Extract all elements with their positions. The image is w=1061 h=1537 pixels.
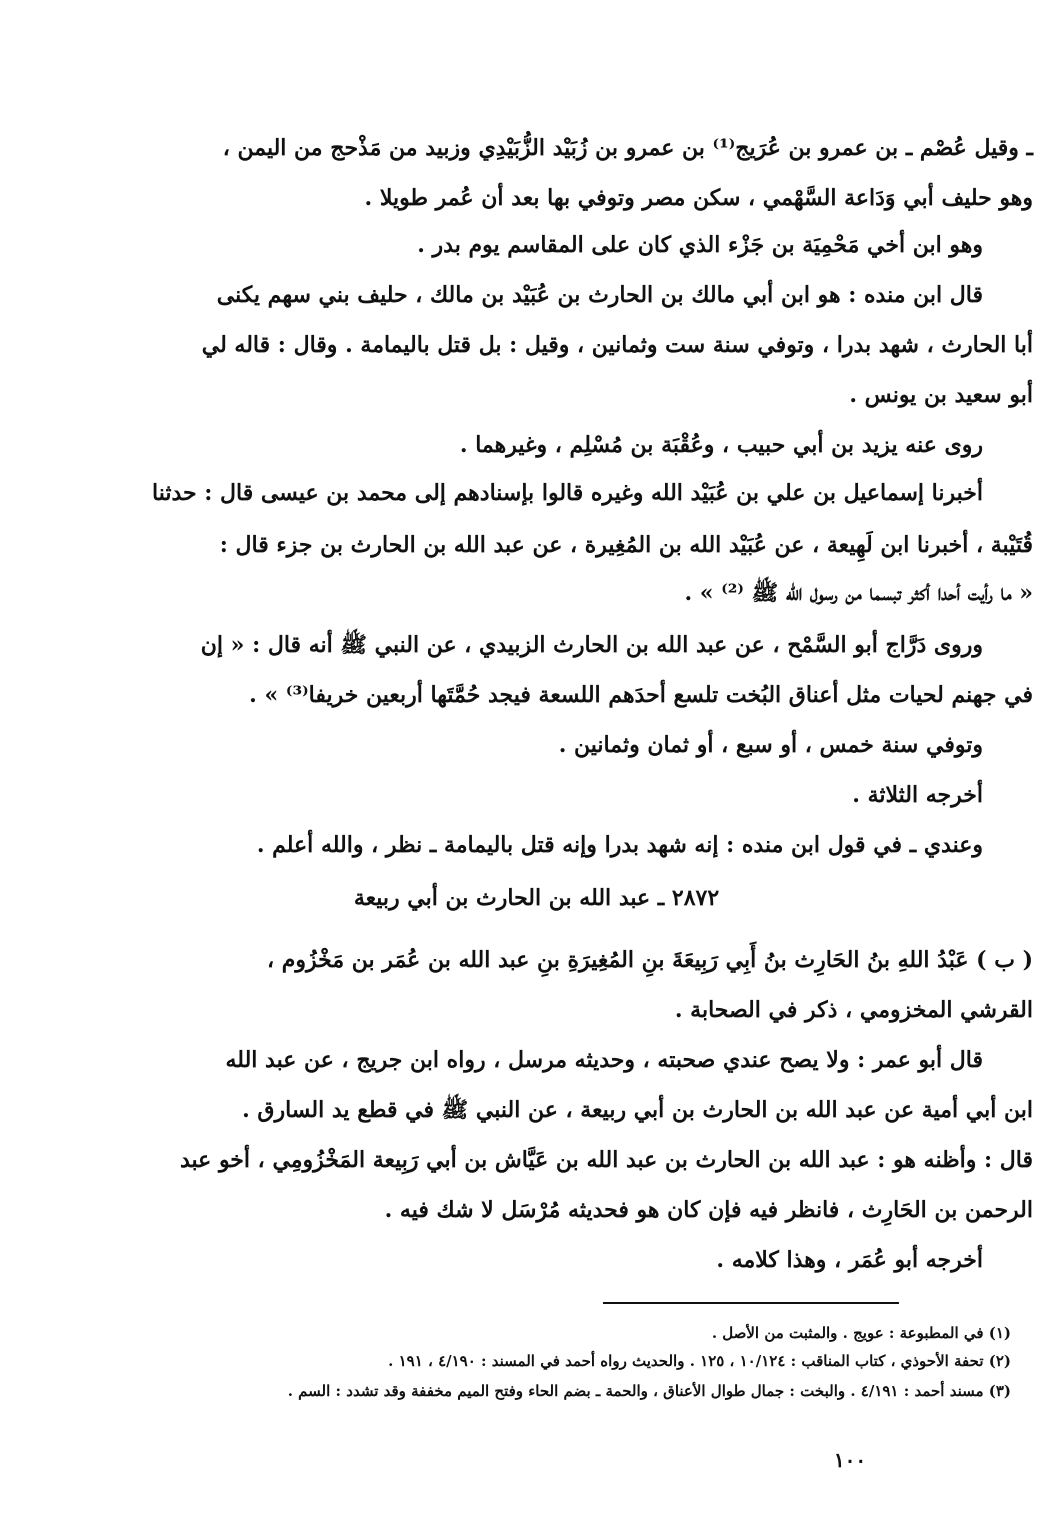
body-line: وهو ابن أخي مَحْمِيَة بن جَزْء الذي كان على المقاسم يوم بدر . bbox=[417, 232, 983, 258]
section-line: ابن أبي أمية عن عبد الله بن الحارث بن أبي ربيعة ، عن النبي ﷺ في قطع يد السارق . bbox=[242, 1097, 1033, 1123]
section-line: الرحمن بن الحَارِث ، فانظر فيه فإن كان هو فحديثه مُرْسَل لا شك فيه . bbox=[384, 1197, 1033, 1223]
body-line: أخرجه الثلاثة . bbox=[852, 782, 983, 808]
body-line: وتوفي سنة خمس ، أو سبع ، أو ثمان وثمانين . bbox=[558, 732, 983, 758]
body-line: وعندي ـ في قول ابن منده : إنه شهد بدرا وإنه قتل باليمامة ـ نظر ، والله أعلم . bbox=[256, 832, 983, 858]
body-line: أبو سعيد بن يونس . bbox=[849, 382, 1033, 408]
body-line: أخبرنا إسماعيل بن علي بن عُبَيْد الله وغيره قالوا بإسنادهم إلى محمد بن عيسى قال : حدثنا bbox=[151, 480, 983, 506]
footnote: (٣) مسند أحمد : ٤/١٩١ . والبخت : جمال طوال الأعناق ، والحمة ـ بضم الحاء وفتح الميم مخففة وقد تشدد : السم . bbox=[287, 1382, 1011, 1400]
body-line: روى عنه يزيد بن أبي حبيب ، وعُقْبَة بن مُسْلِم ، وغيرهما . bbox=[459, 432, 983, 458]
footnote: (٢) تحفة الأحوذي ، كتاب المناقب : ١٠/١٢٤ ، ١٢٥ . والحديث رواه أحمد في المسند : ٤/١٩٠ ، ١٩١ . bbox=[388, 1352, 1011, 1370]
main-text bbox=[40, 0, 1033, 1537]
footnote-divider bbox=[603, 1302, 899, 1304]
section-line: أخرجه أبو عُمَر ، وهذا كلامه . bbox=[716, 1247, 983, 1273]
section-line: قال : وأظنه هو : عبد الله بن الحارث بن عبد الله بن عَيَّاش بن أبي رَبِيعة المَخْزُومِي ، أخو عبد bbox=[179, 1147, 1033, 1173]
section-line: القرشي المخزومي ، ذكر في الصحابة . bbox=[674, 997, 1033, 1023]
section-line: قال أبو عمر : ولا يصح عندي صحبته ، وحديثه مرسل ، رواه ابن جريج ، عن عبد الله bbox=[225, 1047, 983, 1073]
body-line: وروى دَرَّاج أبو السَّمْح ، عن عبد الله بن الحارث الزبيدي ، عن النبي ﷺ أنه قال : « إن bbox=[200, 632, 983, 658]
body-line: قال ابن منده : هو ابن أبي مالك بن الحارث بن عُبَيْد بن مالك ، حليف بني سهم يكنى bbox=[216, 282, 983, 308]
page-number: ١٠٠ bbox=[833, 1448, 867, 1472]
body-line: ـ وقيل عُصْم ـ بن عمرو بن عُرَيج⁽¹⁾ بن عمرو بن زُبَيْد الزُّبَيْدِي وزبيد من مَذْحج من اليمن ، bbox=[222, 135, 1033, 161]
body-line: أبا الحارث ، شهد بدرا ، وتوفي سنة ست وثمانين ، وقيل : بل قتل باليمامة . وقال : قاله لي bbox=[201, 332, 1033, 358]
body-line: « ما رأيت أحدا أكثر تبسما من رسول الله ﷺ ⁽²⁾ » . bbox=[684, 580, 1033, 606]
body-line: قُتَيْبة ، أخبرنا ابن لَهِيعة ، عن عُبَيْد الله بن المُغِيرة ، عن عبد الله بن الحارث بن جزء قال : bbox=[219, 532, 1033, 558]
body-line: وهو حليف أبي وَدَاعة السَّهْمي ، سكن مصر وتوفي بها بعد أن عُمر طويلا . bbox=[364, 185, 1033, 211]
entry-heading: ۲۸۷۲ ـ عبد الله بن الحارث بن أبي ربيعة bbox=[353, 885, 720, 911]
body-line: في جهنم لحيات مثل أعناق البُخت تلسع أحدَهم اللسعة فيجد حُمَّتَها أربعين خريفا⁽³⁾ » . bbox=[249, 682, 1033, 708]
footnote: (١) في المطبوعة : عويج . والمثبت من الأصل . bbox=[711, 1324, 1011, 1342]
section-line: ( ب ) عَبْدُ اللهِ بنُ الحَارِث بنُ أَبِي رَبِيعَةَ بنِ المُغِيرَةِ بنِ عبد الله بن عُمَر بن مَخْزُوم ، bbox=[266, 947, 1033, 973]
